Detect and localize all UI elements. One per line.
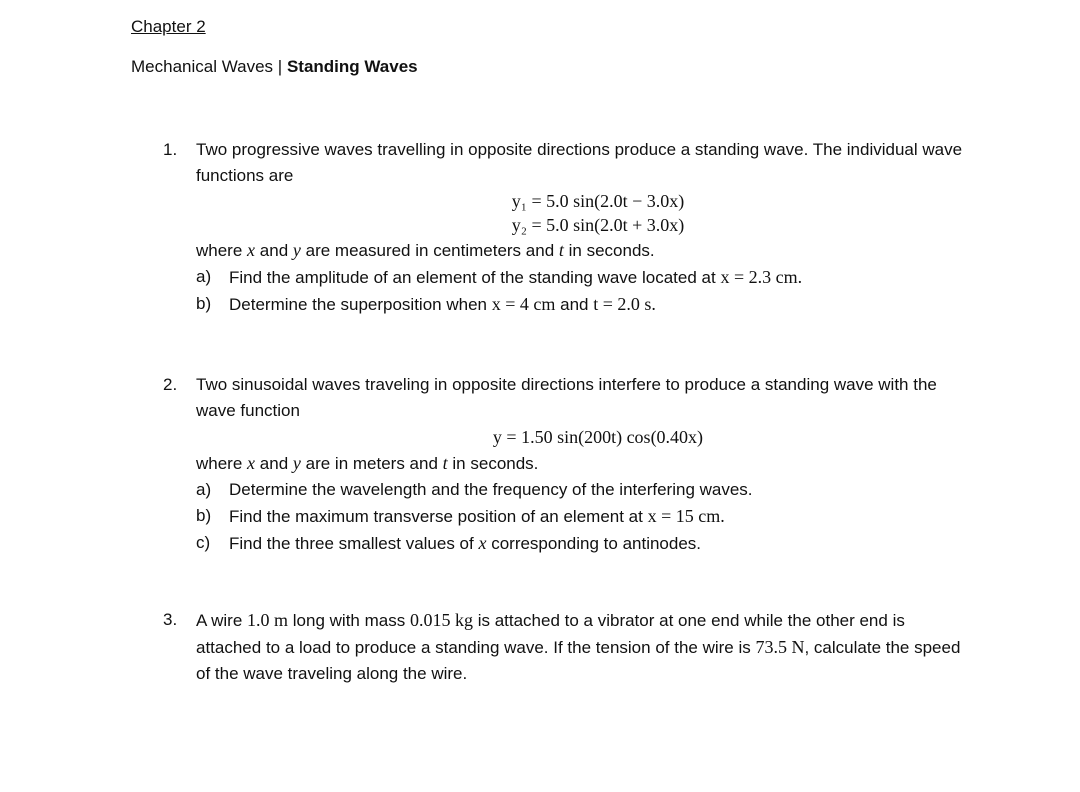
part-label: a): [196, 267, 212, 286]
math-value: x = 15 cm: [647, 506, 721, 526]
wave-equation-2: y₂ = 5.0 sin(2.0t + 3.0x): [511, 215, 685, 235]
part-c: c) Find the three smallest values of x corresponding to antinodes.: [196, 530, 963, 557]
wave-equation-1: y₁ = 5.0 sin(2.0t − 3.0x): [511, 191, 685, 211]
part-b: b) Determine the superposition when x = 4 cm and t = 2.0 s.: [196, 291, 963, 318]
math-value: 73.5 N: [755, 637, 805, 657]
part-b: b) Find the maximum transverse position of an element at x = 15 cm.: [196, 503, 963, 530]
question-intro: Two sinusoidal waves traveling in opposite directions interfere to produce a standing wave with the wave function: [196, 375, 937, 420]
topic-label: Mechanical Waves: [131, 57, 274, 76]
part-a: a) Find the amplitude of an element of the standing wave located at x = 2.3 cm.: [196, 264, 963, 291]
part-label: b): [196, 506, 212, 525]
units-note: where x and y are in meters and t in seconds.: [196, 453, 539, 473]
question-number: 1.: [163, 140, 178, 159]
title-separator: |: [277, 57, 283, 76]
math-value: x = 4 cm: [491, 294, 556, 314]
math-value: 0.015 kg: [409, 610, 473, 630]
subtopic-label: Standing Waves: [286, 57, 418, 76]
question-number: 2.: [163, 375, 178, 394]
part-label: b): [196, 294, 212, 313]
part-label: c): [196, 533, 211, 552]
wave-equation: y = 1.50 sin(200t) cos(0.40x): [492, 427, 704, 447]
math-value: t = 2.0 s: [593, 294, 652, 314]
question-1: [163, 137, 963, 318]
question-number: 3.: [163, 610, 178, 629]
math-value: 1.0 m: [247, 610, 289, 630]
units-note: where x and y are measured in centimeters and t in seconds.: [196, 240, 655, 260]
section-subtitle: [131, 57, 418, 77]
part-label: a): [196, 480, 212, 499]
chapter-heading: Chapter 2: [131, 17, 206, 36]
question-intro: Two progressive waves travelling in opposite directions produce a standing wave. The individual wave functions are: [196, 140, 963, 185]
part-a: a) Determine the wavelength and the frequency of the interfering waves.: [196, 477, 963, 503]
question-3: [163, 607, 963, 687]
math-value: x = 2.3 cm: [720, 267, 798, 287]
math-value: x: [478, 533, 487, 553]
question-text: A wire 1.0 m long with mass 0.015 kg is attached to a vibrator at one end while the other end is attached to a load to produce a standing wave. If the tension of the wire is 73.5 N, calculate the speed of the wave traveling along the wire.: [196, 610, 961, 683]
question-2: [163, 372, 963, 557]
